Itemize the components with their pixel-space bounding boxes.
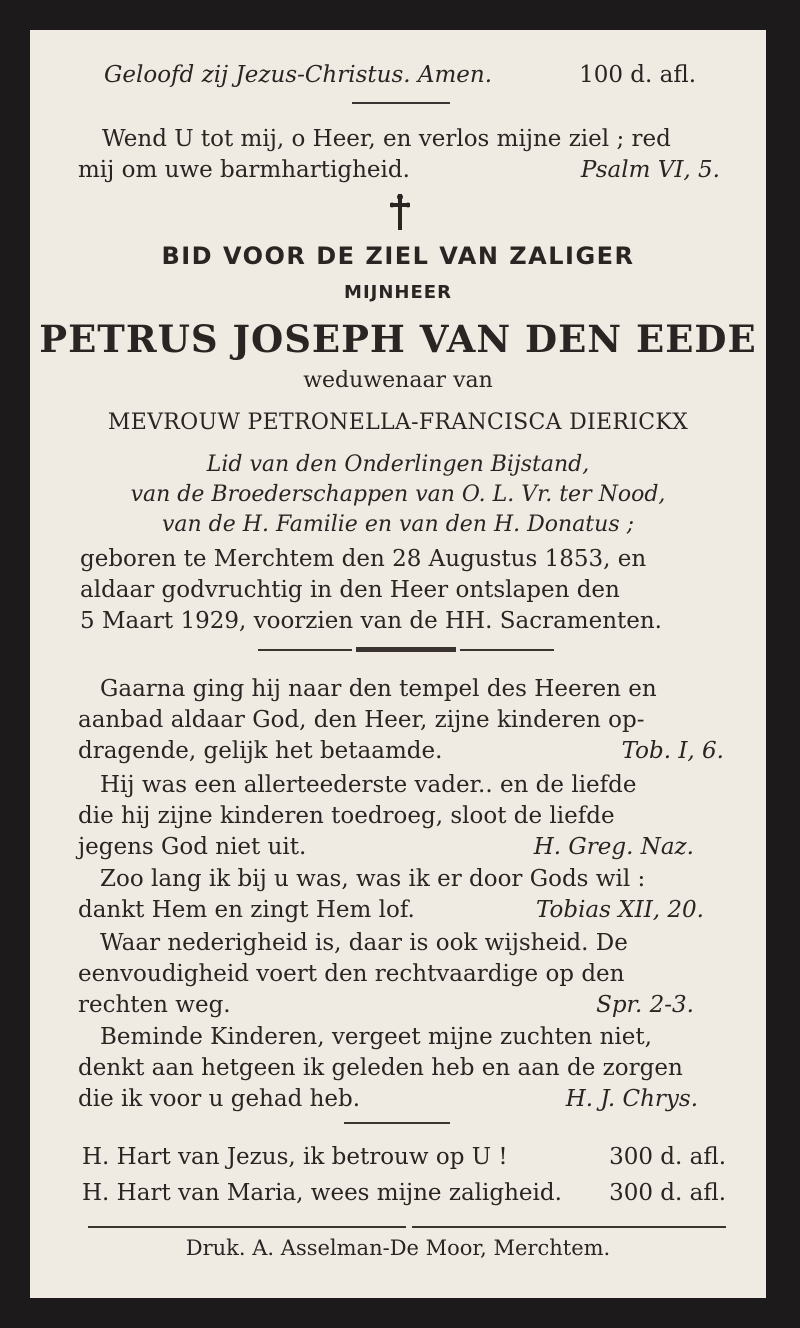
verse-3 [78,864,724,926]
footer-divider-left [88,1226,406,1228]
prayer-2-text: H. Hart van Maria, wees mijne zaligheid. [82,1180,562,1206]
verse-5-line-1: Beminde Kinderen, vergeet mijne zuchten niet, [100,1024,652,1050]
biography-line-1: geboren te Merchtem den 28 Augustus 1853, en [80,546,647,572]
verse-1-line-1: Gaarna ging hij naar den tempel des Heeren en [100,676,657,702]
psalm-line-1: Wend U tot mij, o Heer, en verlos mijne ziel ; red [102,126,671,152]
verse-3-line-1: Zoo lang ik bij u was, was ik er door Gods wil : [100,866,646,892]
widower-label: weduwenaar van [303,368,493,393]
prayer-2 [82,1180,726,1206]
verse-3-ref: Tobias XII, 20. [535,897,704,923]
verse-4 [78,928,724,1021]
verse-4-ref: Spr. 2-3. [596,992,694,1018]
header-divider [352,102,450,104]
printer-credit: Druk. A. Asselman-De Moor, Merchtem. [185,1236,611,1260]
deceased-name: PETRUS JOSEPH VAN DEN EEDE [39,317,757,361]
header-row [104,62,696,88]
verse-1-line-3: dragende, gelijk het betaamde. [78,738,443,764]
verse-5 [78,1022,724,1115]
verse-1 [78,674,724,767]
verse-3-line-2: dankt Hem en zingt Hem lof. [78,897,415,923]
divider-center [356,647,456,652]
verse-5-ref: H. J. Chrys. [565,1086,698,1112]
membership-line-1: Lid van den Onderlingen Bijstand, [206,452,590,477]
memorial-card [30,30,766,1298]
mijnheer-label: MIJNHEER [344,282,452,303]
psalm-verse [78,124,720,186]
bid-heading: BID VOOR DE ZIEL VAN ZALIGER [161,242,635,270]
verse-2-line-3: jegens God niet uit. [78,834,307,860]
divider-left [258,649,352,651]
membership-line-2: van de Broederschappen van O. L. Vr. ter Nood, [130,482,666,507]
prayer-1-text: H. Hart van Jezus, ik betrouw op U ! [82,1144,508,1170]
psalm-ref: Psalm VI, 5. [580,157,720,183]
verse-2 [78,770,724,863]
verse-1-ref: Tob. I, 6. [621,738,724,764]
verse-2-line-1: Hij was een allerteederste vader.. en de liefde [100,772,637,798]
verse-4-line-1: Waar nederigheid is, daar is ook wijsheid. De [100,930,628,956]
wife-name: MEVROUW PETRONELLA-FRANCISCA DIERICKX [107,410,689,435]
header-indulgence: 100 d. afl. [579,62,696,88]
prayers-divider [344,1122,450,1124]
verse-5-line-3: die ik voor u gehad heb. [78,1086,361,1112]
prayer-1 [82,1144,726,1170]
prayer-2-indulgence: 300 d. afl. [609,1180,726,1206]
biography-line-3: 5 Maart 1929, voorzien van de HH. Sacramenten. [80,608,662,634]
biography [80,544,722,637]
verse-4-line-3: rechten weg. [78,992,231,1018]
cross-icon [390,194,410,230]
verse-2-ref: H. Greg. Naz. [533,834,694,860]
invocation-text: Geloofd zij Jezus-Christus. Amen. [104,62,493,88]
prayer-1-indulgence: 300 d. afl. [609,1144,726,1170]
membership-line-3: van de H. Familie en van den H. Donatus ; [161,512,635,537]
verse-4-line-2: eenvoudigheid voert den rechtvaardige op den [78,961,625,987]
divider-right [460,649,554,651]
verse-2-line-2: die hij zijne kinderen toedroeg, sloot de liefde [78,803,615,829]
verse-1-line-2: aanbad aldaar God, den Heer, zijne kinderen op- [78,707,645,733]
psalm-line-2: mij om uwe barmhartigheid. [78,157,410,183]
footer-divider-right [412,1226,726,1228]
verse-5-line-2: denkt aan hetgeen ik geleden heb en aan de zorgen [78,1055,683,1081]
biography-line-2: aldaar godvruchtig in den Heer ontslapen den [80,577,620,603]
